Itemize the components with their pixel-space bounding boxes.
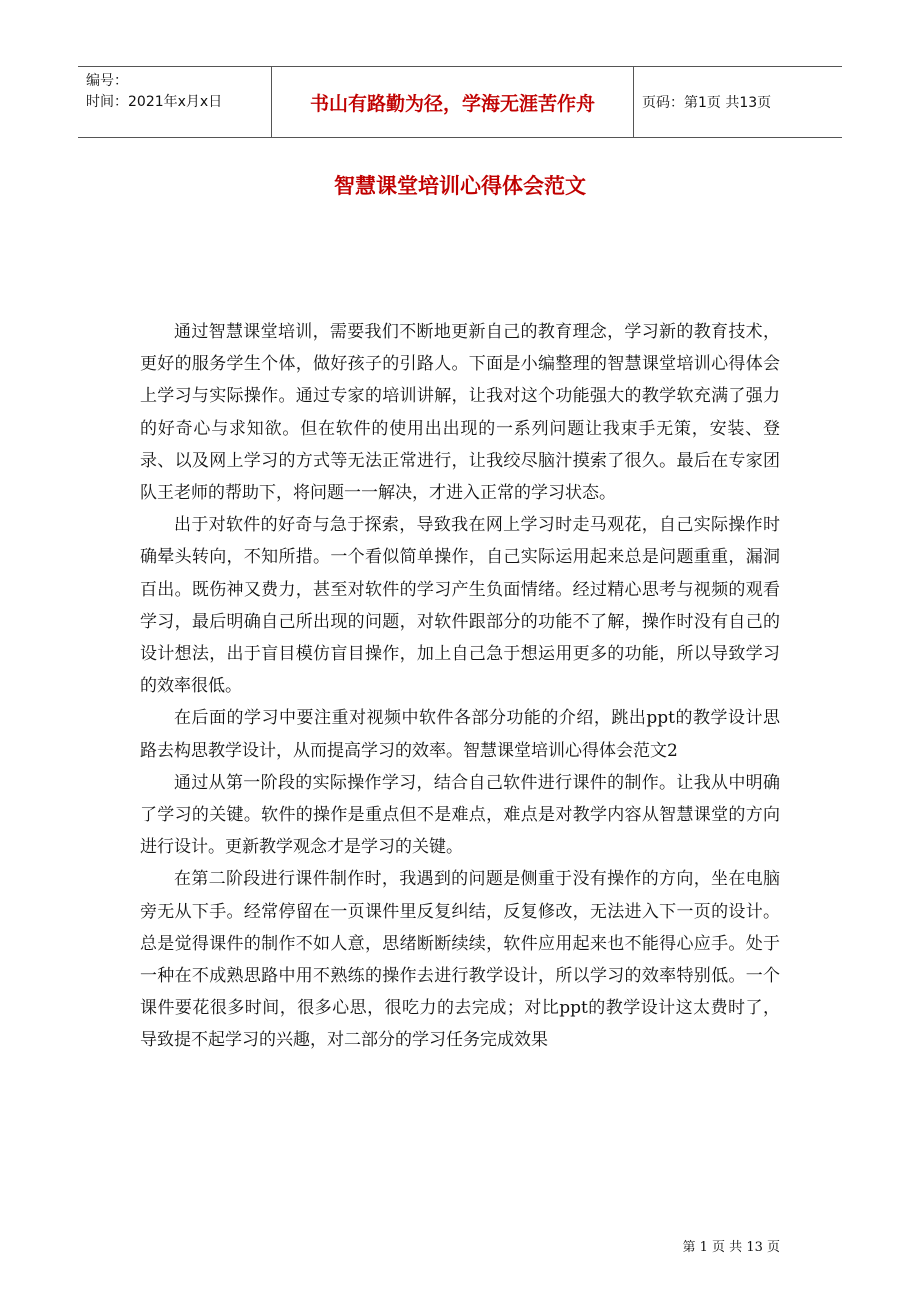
paragraph: 通过从第一阶段的实际操作学习，结合自己软件进行课件的制作。让我从中明确了学习的关键。软件的操作是重点但不是难点，难点是对教学内容从智慧课堂的方向进行设计。更新教学观念才是学习的关键。	[140, 772, 780, 858]
header-page-info: 页码：第1页 共13页	[642, 95, 772, 111]
header-meta	[78, 67, 272, 137]
header-motto: 书山有路勤为径，学海无涯苦作舟	[272, 67, 634, 137]
page-footer: 第 1 页 共 13 页	[682, 1240, 780, 1255]
paragraph: 在第二阶段进行课件制作时，我遇到的问题是侧重于没有操作的方向，坐在电脑旁无从下手。经常停留在一页课件里反复纠结，反复修改，无法进入下一页的设计。总是觉得课件的制作不如人意，思绪断断续续，软件应用起来也不能得心应手。处于一种在不成熟思路中用不熟练的操作去进行教学设计，所以学习的效率特别低。一个课件要花很多时间，很多心思，很吃力的去完成；对比ppt的教学设计这太费时了，导致提不起学习的兴趣，对二部分的学习任务完成效果	[140, 869, 780, 1051]
paragraph: 出于对软件的好奇与急于探索，导致我在网上学习时走马观花，自己实际操作时确晕头转向，不知所措。一个看似简单操作，自己实际运用起来总是问题重重，漏洞百出。既伤神又费力，甚至对软件的学习产生负面情绪。经过精心思考与视频的观看学习，最后明确自己所出现的问题，对软件跟部分的功能不了解，操作时没有自己的设计想法，出于盲目模仿盲目操作，加上自己急于想运用更多的功能，所以导致学习的效率很低。	[140, 515, 780, 697]
paragraph: 通过智慧课堂培训，需要我们不断地更新自己的教育理念，学习新的教育技术，更好的服务学生个体，做好孩子的引路人。下面是小编整理的智慧课堂培训心得体会上学习与实际操作。通过专家的培训讲解，让我对这个功能强大的教学软充满了强力的好奇心与求知欲。但在软件的使用出出现的一系列问题让我束手无策，安装、登录、以及网上学习的方式等无法正常进行，让我绞尽脑汁摸索了很久。最后在专家团队王老师的帮助下，将问题一一解决，才进入正常的学习状态。	[140, 322, 780, 504]
paragraph: 在后面的学习中要注重对视频中软件各部分功能的介绍，跳出ppt的教学设计思路去构思教学设计，从而提高学习的效率。智慧课堂培训心得体会范文2	[140, 708, 780, 761]
number-label: 编号：	[86, 73, 128, 89]
document-body	[140, 316, 780, 1057]
document-title: 智慧课堂培训心得体会范文	[334, 174, 586, 198]
time-label: 时间：2021年x月x日	[86, 94, 223, 110]
page-header	[78, 66, 842, 138]
